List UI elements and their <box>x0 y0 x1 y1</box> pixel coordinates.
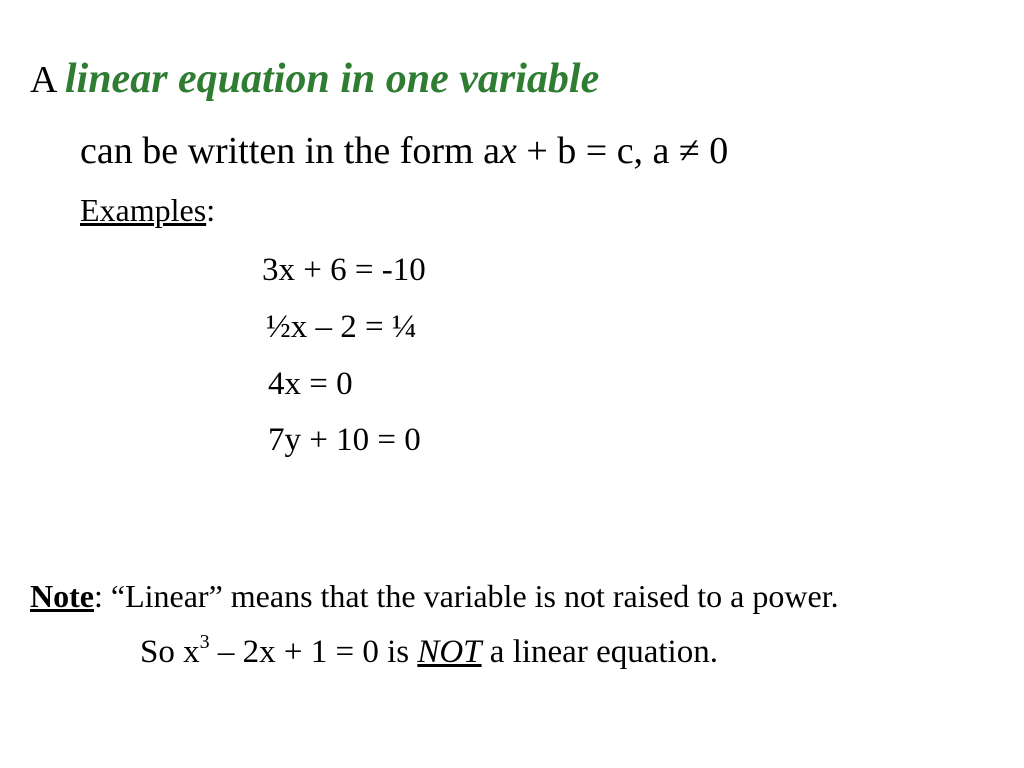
example-equation-4: 7y + 10 = 0 <box>268 422 421 458</box>
counterexample-prefix: So x <box>140 634 200 670</box>
examples-colon: : <box>206 192 216 228</box>
example-equation-3: 4x = 0 <box>268 366 353 402</box>
examples-label: Examples <box>80 192 207 228</box>
example-equation-1: 3x + 6 = -10 <box>262 252 426 288</box>
counterexample-line <box>140 631 718 670</box>
not-emphasis: NOT <box>417 634 482 670</box>
example-equation-2: ½x – 2 = ¼ <box>266 309 417 345</box>
counterexample-exponent: 3 <box>199 631 210 653</box>
note-line <box>30 580 839 612</box>
form-rest: + b = c, a ≠ 0 <box>516 130 729 172</box>
note-text: : “Linear” means that the variable is not raised to a power. <box>93 578 839 614</box>
counterexample-suffix: a linear equation. <box>481 634 718 670</box>
title-emphasis: linear equation in one variable <box>64 56 600 102</box>
form-variable: x <box>499 130 517 172</box>
general-form-line <box>80 132 728 170</box>
counterexample-mid: – 2x + 1 = 0 is <box>209 634 418 670</box>
note-label: Note <box>30 578 94 614</box>
slide-title <box>30 58 599 100</box>
form-intro: can be written in the form a <box>80 130 500 172</box>
examples-heading <box>80 194 215 226</box>
title-prefix: A <box>30 59 56 101</box>
